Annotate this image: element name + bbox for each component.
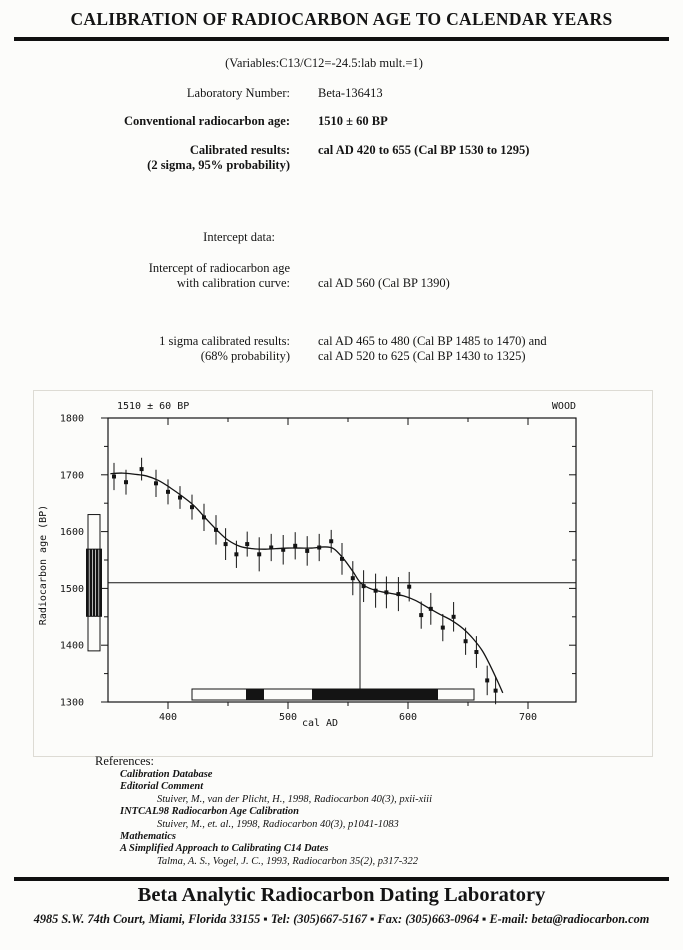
data-point [166, 490, 170, 494]
data-point [384, 590, 388, 594]
footer-rule [14, 877, 669, 881]
data-point [202, 515, 206, 519]
lab-number-value: Beta-136413 [318, 86, 383, 100]
calibrated-range-filled-bar [312, 689, 438, 700]
data-point [396, 592, 400, 596]
calibrated-results-label: Calibrated results: [189, 143, 290, 157]
data-point [178, 496, 182, 500]
reference-item: INTCAL98 Radiocarbon Age Calibration [120, 806, 300, 818]
reference-item: Mathematics [120, 831, 177, 843]
reference-item: A Simplified Approach to Calibrating C14 Dates [120, 843, 329, 855]
data-point [214, 528, 218, 532]
x-tick-label: 400 [158, 712, 178, 723]
data-point [329, 539, 333, 543]
references-title: References: [95, 754, 154, 768]
x-tick-label: 700 [518, 712, 538, 723]
calibrated-results-sublabel: (2 sigma, 95% probability) [147, 158, 290, 172]
one-sigma-value-line2: cal AD 520 to 625 (Cal BP 1430 to 1325) [318, 349, 526, 363]
calibrated-range-filled-bar [246, 689, 264, 700]
data-point [429, 607, 433, 611]
one-sigma-label: 1 sigma calibrated results: [159, 334, 290, 348]
lab-number-label: Laboratory Number: [186, 86, 290, 100]
data-point [351, 576, 355, 580]
data-point [257, 552, 261, 556]
y-tick-label: 1500 [59, 583, 84, 595]
reference-item: Calibration Database [120, 769, 213, 780]
data-point [305, 549, 309, 553]
data-point [374, 589, 378, 593]
reference-item: Editorial Comment [120, 781, 204, 793]
one-sigma-value-line1: cal AD 465 to 480 (Cal BP 1485 to 1470) and [318, 334, 547, 348]
one-sigma-sublabel: (68% probability) [200, 349, 290, 363]
reference-item: Stuiver, M., et. al., 1998, Radiocarbon 40(3), p1041-1083 [157, 818, 399, 830]
data-point [190, 505, 194, 509]
y-axis-title: Radiocarbon age (BP) [38, 504, 49, 626]
data-point [154, 481, 158, 485]
data-point [269, 546, 273, 550]
lab-address: 4985 S.W. 74th Court, Miami, Florida 33155 ▪ Tel: (305)667-5167 ▪ Fax: (305)663-0964 ▪ E-mail: beta@radiocarbon.com [33, 912, 650, 926]
data-point [224, 542, 228, 546]
lab-name: Beta Analytic Radiocarbon Dating Laboratory [137, 884, 546, 906]
data-point [474, 650, 478, 654]
calibrated-results-value: cal AD 420 to 655 (Cal BP 1530 to 1295) [318, 143, 530, 157]
data-point [245, 542, 249, 546]
page-title: CALIBRATION OF RADIOCARBON AGE TO CALENDAR YEARS [70, 9, 613, 29]
data-point [362, 584, 366, 588]
data-point [441, 626, 445, 630]
data-point [293, 544, 297, 548]
data-point [317, 546, 321, 550]
data-point [281, 548, 285, 552]
data-point [452, 615, 456, 619]
y-tick-label: 1800 [59, 413, 84, 425]
intercept-label-line2: with calibration curve: [176, 276, 290, 290]
conventional-age-label: Conventional radiocarbon age: [124, 114, 290, 128]
reference-item: Talma, A. S., Vogel, J. C., 1993, Radiocarbon 35(2), p317-322 [157, 855, 419, 867]
data-point [140, 467, 144, 471]
data-point [419, 613, 423, 617]
data-point [112, 475, 116, 479]
x-tick-label: 600 [398, 712, 418, 723]
calibration-chart [0, 388, 683, 760]
data-point [124, 480, 128, 484]
title-rule [14, 37, 669, 41]
x-tick-label: 500 [278, 712, 298, 723]
references-section [95, 754, 432, 868]
x-axis-title: cal AD [301, 718, 339, 729]
intercept-data-heading: Intercept data: [203, 230, 275, 244]
chart-age-label: 1510 ± 60 BP [117, 401, 190, 412]
y-tick-label: 1600 [59, 527, 84, 539]
data-point [464, 639, 468, 643]
intercept-label-line1: Intercept of radiocarbon age [148, 261, 290, 275]
y-tick-label: 1300 [59, 697, 84, 709]
reference-item: Stuiver, M., van der Plicht, H., 1998, Radiocarbon 40(3), pxii-xiii [157, 793, 432, 805]
data-point [340, 557, 344, 561]
y-tick-label: 1700 [59, 470, 84, 482]
data-point [494, 689, 498, 693]
age-distribution-filled-bar [86, 549, 102, 617]
y-tick-label: 1400 [59, 640, 84, 652]
variables-line: (Variables:C13/C12=-24.5:lab mult.=1) [225, 56, 423, 70]
sample-material-label: WOOD [551, 401, 576, 412]
conventional-age-value: 1510 ± 60 BP [318, 114, 388, 128]
data-point [407, 585, 411, 589]
data-point [234, 552, 238, 556]
intercept-value: cal AD 560 (Cal BP 1390) [318, 276, 450, 290]
data-point [485, 678, 489, 682]
